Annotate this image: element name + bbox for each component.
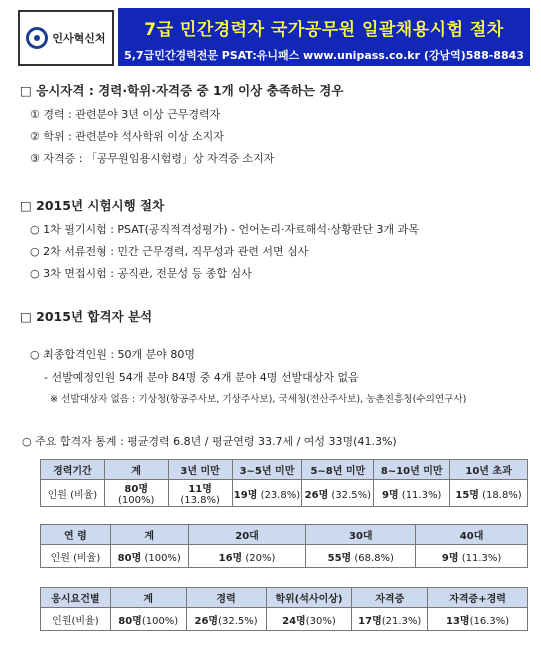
table-header: 3년 미만 [168,460,232,480]
final-passers-line: ○ 최종합격인원 : 50개 분야 80명 [30,348,196,361]
section-procedure-title: □ 2015년 시험시행 절차 [20,198,165,213]
section-analysis-title: □ 2015년 합격자 분석 [20,309,153,324]
table-header: 10년 초과 [450,460,528,480]
table-header: 계 [110,525,188,545]
table-header: 30대 [306,525,416,545]
table-cell: 19명 (23.8%) [232,480,302,507]
table-header: 40대 [416,525,528,545]
stats-summary-line: ○ 주요 합격자 통계 : 평균경력 6.8년 / 평균연령 33.7세 / 여성 33명(41.3%) [22,435,397,448]
table-cell: 15명 (18.8%) [450,480,528,507]
table-header: 연 령 [41,525,111,545]
table-cell: 9명 (11.3%) [416,545,528,568]
table-cell: 26명(32.5%) [186,608,266,631]
table-cell: 80명 (100%) [104,480,168,507]
table-header: 3~5년 미만 [232,460,302,480]
table-header: 경력 [186,588,266,608]
logo-text: 인사혁신처 [52,32,106,45]
table-header: 계 [110,588,186,608]
eligibility-item-career: ① 경력 : 관련분야 3년 이상 근무경력자 [30,108,221,121]
table-cell: 17명(21.3%) [352,608,428,631]
table-header: 응시요건별 [41,588,111,608]
selection-plan-line: - 선발예정인원 54개 분야 84명 중 4개 분야 4명 선발대상자 없음 [44,371,359,384]
table-cell: 인원 (비율) [41,545,111,568]
table-header: 학위(석사이상) [266,588,352,608]
logo-emblem-icon [26,27,48,49]
career-table [40,459,528,507]
procedure-item-3: ○ 3차 면접시험 : 공직관, 전문성 등 종합 심사 [30,267,252,280]
banner-title: 7급 민간경력자 국가공무원 일괄채용시험 절차 [144,20,504,40]
table-cell: 인원(비율) [41,608,111,631]
table-cell: 55명 (68.8%) [306,545,416,568]
banner-subtitle: 5,7급민간경력전문 PSAT:유니패스 www.unipass.co.kr (강남역)588-8843 [124,49,524,62]
table-header: 계 [104,460,168,480]
table-header: 자격증 [352,588,428,608]
title-banner [118,8,530,66]
table-header: 20대 [188,525,306,545]
table-cell: 11명 (13.8%) [168,480,232,507]
table-cell: 13명(16.3%) [428,608,528,631]
age-table [40,524,528,568]
procedure-item-1: ○ 1차 필기시험 : PSAT(공직적격성평가) - 언어논리·자료해석·상황판단 3개 과목 [30,223,419,236]
section-eligibility-title: □ 응시자격 : 경력·학위·자격증 중 1개 이상 충족하는 경우 [20,83,344,98]
table-header: 5~8년 미만 [302,460,374,480]
table-cell: 26명 (32.5%) [302,480,374,507]
logo [18,10,114,66]
table-header: 경력기간 [41,460,105,480]
eligibility-item-degree: ② 학위 : 관련분야 석사학위 이상 소지자 [30,130,224,143]
table-header: 자격증+경력 [428,588,528,608]
table-header: 8~10년 미만 [374,460,450,480]
table-cell: 16명 (20%) [188,545,306,568]
note-line: ※ 선발대상자 없음 : 기상청(항공주사보, 기상주사보), 국세청(전산주사보), 농촌진흥청(수의연구사) [50,394,467,405]
table-cell: 인원 (비율) [41,480,105,507]
requirement-table [40,587,528,631]
table-cell: 80명 (100%) [110,545,188,568]
procedure-item-2: ○ 2차 서류전형 : 민간 근무경력, 직무성과 관련 서면 심사 [30,245,309,258]
table-cell: 9명 (11.3%) [374,480,450,507]
eligibility-item-license: ③ 자격증 : 「공무원임용시험령」상 자격증 소지자 [30,152,275,165]
table-cell: 24명(30%) [266,608,352,631]
table-cell: 80명(100%) [110,608,186,631]
